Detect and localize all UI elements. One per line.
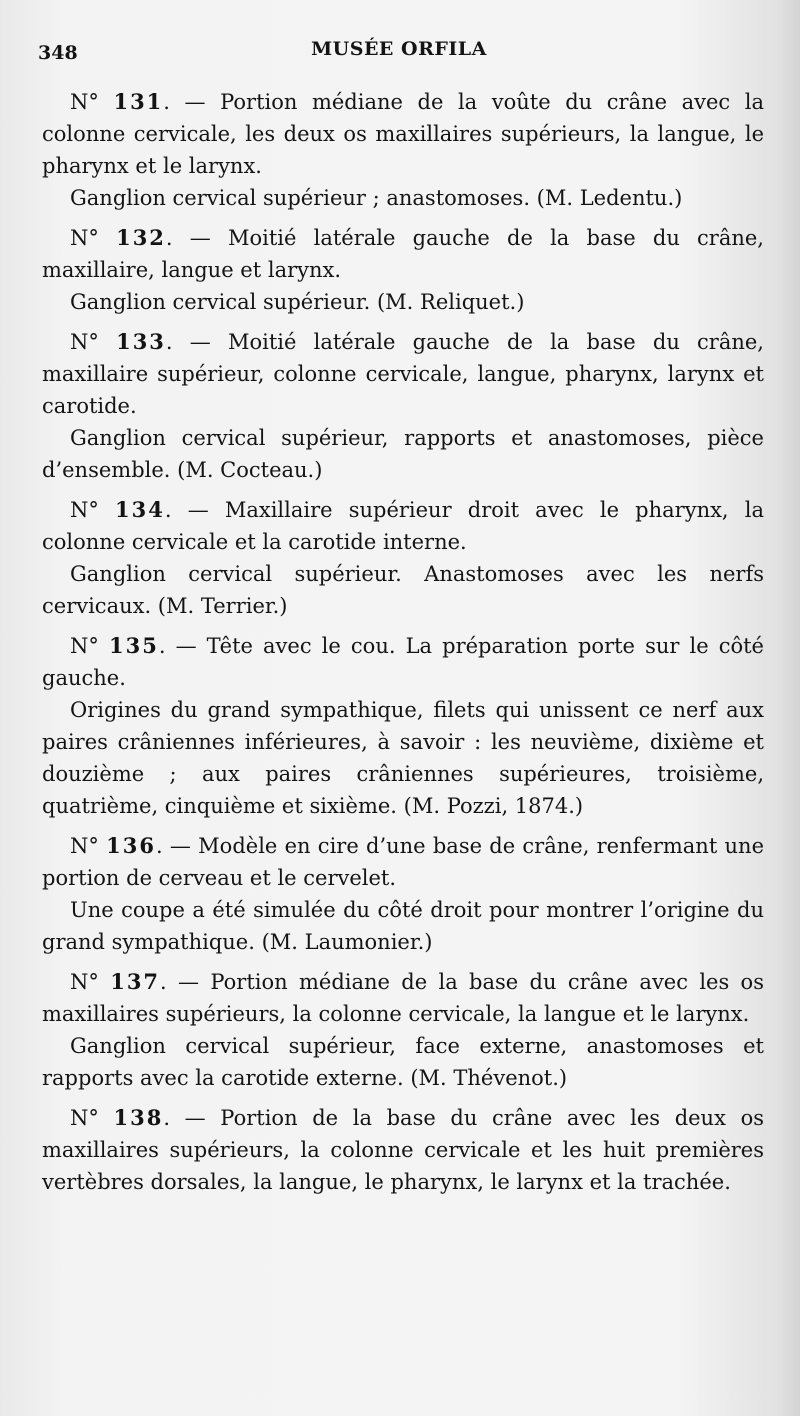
entry-number: 133 [116,329,166,354]
catalog-entry-132 [42,222,764,318]
catalog-entry-134 [42,494,764,622]
entry-number: 134 [115,497,165,522]
entry-description-text: . — Portion de la base du crâne avec les deux os maxillaires supérieurs, la colonne cervicale et les huit premières vertèbres dorsales, la langue, le pharynx, le larynx et la trachée. [42,1106,764,1194]
entry-detail: Origines du grand sympathique, filets qui unissent ce nerf aux paires crâniennes inférieures, à savoir : les neuvième, dixième et douzième ; aux paires crâniennes supérieures, troisième, quatrième, cinquième et sixième. (M. Pozzi, 1874.) [42,698,764,818]
entry-description [42,966,764,1030]
entry-number: 132 [116,225,166,250]
running-header [38,38,760,68]
entry-detail: Ganglion cervical supérieur. (M. Reliquet.) [70,290,525,314]
catalog-entry-133 [42,326,764,486]
entry-description [42,1102,764,1198]
entry-description-text: . — Moitié latérale gauche de la base du crâne, maxillaire supérieur, colonne cervicale, langue, pharynx, larynx et carotide. [42,330,764,418]
entry-description-text: . — Portion médiane de la voûte du crâne avec la colonne cervicale, les deux os maxillaires supérieurs, la langue, le pharynx et le larynx. [42,90,764,178]
entry-number-label: N° [70,834,99,858]
entry-description [42,222,764,286]
entry-description-text: . — Moitié latérale gauche de la base du crâne, maxillaire, langue et larynx. [42,226,764,282]
catalog-entry-137 [42,966,764,1094]
entry-number-label: N° [70,330,99,354]
entry-number-label: N° [70,970,99,994]
entry-description-text: . — Maxillaire supérieur droit avec le pharynx, la colonne cervicale et la carotide interne. [42,498,764,554]
catalog-entry-138 [42,1102,764,1198]
entry-detail: Ganglion cervical supérieur, rapports et anastomoses, pièce d’ensemble. (M. Cocteau.) [42,426,764,482]
entry-number: 136 [106,833,156,858]
entry-number-label: N° [70,498,99,522]
entry-description [42,830,764,894]
entry-detail: Ganglion cervical supérieur ; anastomoses. (M. Ledentu.) [70,186,683,210]
entry-description [42,494,764,558]
catalog-body [42,86,764,1204]
entry-number: 131 [113,89,164,114]
page-number: 348 [38,42,78,64]
entry-description [42,326,764,422]
entry-detail: Une coupe a été simulée du côté droit pour montrer l’origine du grand sympathique. (M. Laumonier.) [42,898,764,954]
running-title: MUSÉE ORFILA [311,38,487,60]
entry-description-text: . — Portion médiane de la base du crâne avec les os maxillaires supérieurs, la colonne cervicale, la langue et le larynx. [42,970,764,1026]
catalog-entry-136 [42,830,764,958]
entry-description-text: . — Tête avec le cou. La préparation porte sur le côté gauche. [42,634,764,690]
catalog-entry-135 [42,630,764,822]
entry-number: 137 [110,969,161,994]
entry-number-label: N° [70,226,99,250]
entry-description-text: . — Modèle en cire d’une base de crâne, renfermant une portion de cerveau et le cervelet. [42,834,764,890]
entry-number: 135 [108,633,159,658]
entry-detail: Ganglion cervical supérieur. Anastomoses avec les nerfs cervicaux. (M. Terrier.) [42,562,764,618]
entry-detail: Ganglion cervical supérieur, face externe, anastomoses et rapports avec la carotide externe. (M. Thévenot.) [42,1034,764,1090]
catalog-entry-131 [42,86,764,214]
entry-description [42,86,764,182]
entry-number-label: N° [70,90,99,114]
entry-number: 138 [113,1105,164,1130]
entry-description [42,630,764,694]
entry-number-label: N° [70,634,99,658]
entry-number-label: N° [70,1106,99,1130]
